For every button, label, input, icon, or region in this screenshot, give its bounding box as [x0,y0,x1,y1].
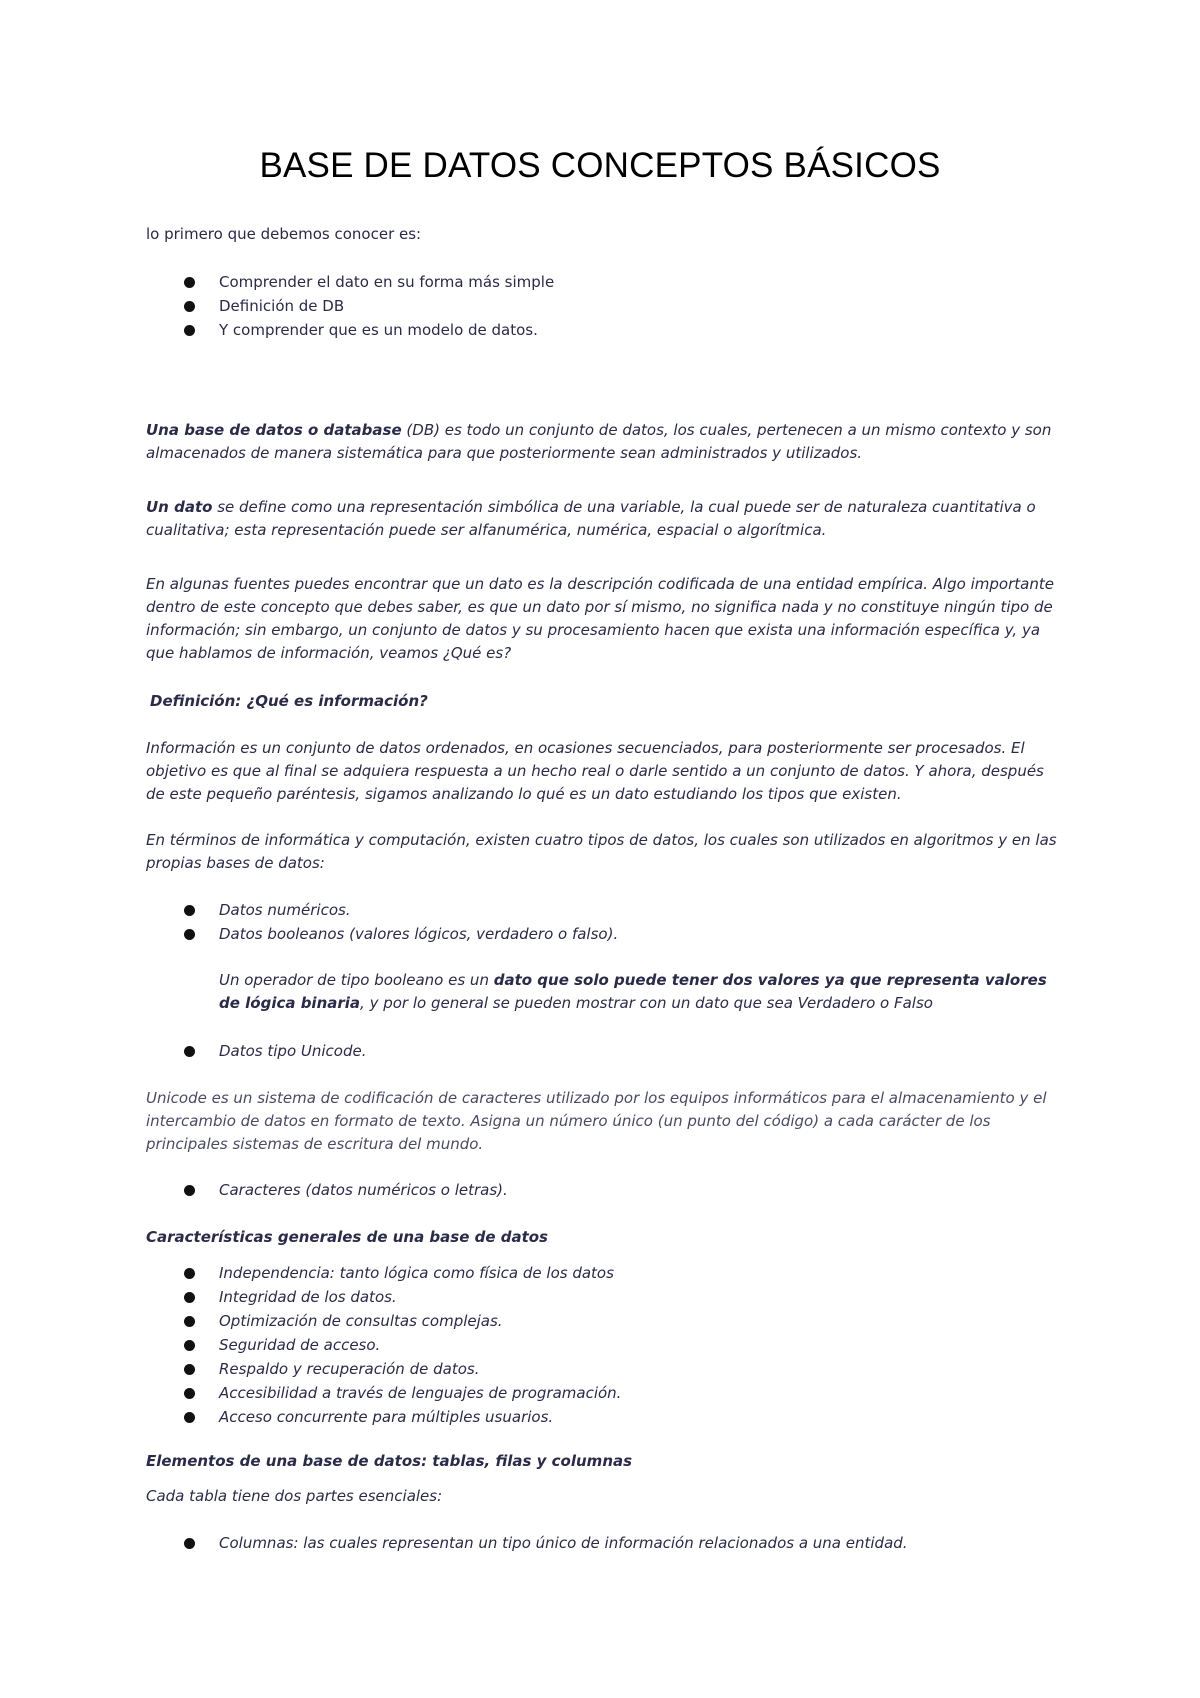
characters-list [0,1179,1200,1203]
bullet-icon [184,1388,195,1399]
intro-bullet-list [0,271,1200,343]
bullet-icon [184,1185,195,1196]
term-data: Un dato [146,498,213,516]
bullet-icon [184,1538,195,1549]
list-item: Caracteres (datos numéricos o letras). [0,1179,1200,1203]
list-item: Datos booleanos (valores lógicos, verdadero o falso). [0,923,1200,947]
boolean-note: Un operador de tipo booleano es un dato que solo puede tener dos valores ya que representa valores de lógica binaria, y por lo general se pueden mostrar con un dato que sea Verdadero o Falso [219,971,1047,1012]
paragraph-information: Información es un conjunto de datos ordenados, en ocasiones secuenciados, para posteriormente ser procesados. El objetivo es que al final se adquiera respuesta a un hecho real o darle sentido a un conjunto de datos. Y ahora, después de este pequeño paréntesis, sigamos analizando lo qué es un dato estudiando los tipos que existen. [146,739,1044,803]
document-title: BASE DE DATOS CONCEPTOS BÁSICOS [259,146,941,185]
term-database: Una base de datos o database [146,421,402,439]
list-item: Acceso concurrente para múltiples usuarios. [0,1406,1200,1430]
list-item: Datos numéricos. [0,899,1200,923]
list-item: Columnas: las cuales representan un tipo único de información relacionados a una entidad. [0,1532,1200,1556]
bullet-icon [184,1268,195,1279]
paragraph-data-definition: Un dato se define como una representación simbólica de una variable, la cual puede ser de naturaleza cuantitativa o cualitativa; esta representación puede ser alfanumérica, numérica, espacial o algorítmica. [146,498,1036,539]
elements-heading: Elementos de una base de datos: tablas, filas y columnas [146,1452,633,1470]
bullet-icon [184,929,195,940]
list-item: Datos tipo Unicode. [0,1040,1200,1064]
bullet-icon [184,277,195,288]
list-item: Y comprender que es un modelo de datos. [0,319,1200,343]
list-item: Seguridad de acceso. [0,1334,1200,1358]
list-item: Optimización de consultas complejas. [0,1310,1200,1334]
bullet-icon [184,1292,195,1303]
intro-text: lo primero que debemos conocer es: [146,225,422,243]
bullet-icon [184,1340,195,1351]
features-list [0,1262,1200,1430]
bullet-icon [184,325,195,336]
paragraph-data-types: En términos de informática y computación, existen cuatro tipos de datos, los cuales son utilizados en algoritmos y en las propias bases de datos: [146,831,1057,872]
bullet-icon [184,1364,195,1375]
list-item: Accesibilidad a través de lenguajes de programación. [0,1382,1200,1406]
list-item: Comprender el dato en su forma más simple [0,271,1200,295]
list-item: Definición de DB [0,295,1200,319]
bullet-icon [184,1412,195,1423]
bullet-icon [184,1316,195,1327]
data-types-list [0,899,1200,947]
elements-list [0,1532,1200,1556]
unicode-list [0,1040,1200,1064]
unicode-note: Unicode es un sistema de codificación de caracteres utilizado por los equipos informáticos para el almacenamiento y el intercambio de datos en formato de texto. Asigna un número único (un punto del código) a cada carácter de los principales sistemas de escritura del mundo. [146,1089,1047,1153]
paragraph-database-definition: Una base de datos o database (DB) es todo un conjunto de datos, los cuales, pertenecen a un mismo contexto y son almacenados de manera sistemática para que posteriormente sean administrados y utilizados. [146,421,1052,462]
bullet-icon [184,1046,195,1057]
elements-intro: Cada tabla tiene dos partes esenciales: [146,1487,443,1505]
bullet-icon [184,301,195,312]
list-item: Respaldo y recuperación de datos. [0,1358,1200,1382]
bullet-icon [184,905,195,916]
features-heading: Características generales de una base de datos [146,1228,548,1246]
list-item: Independencia: tanto lógica como física de los datos [0,1262,1200,1286]
paragraph-data-sources: En algunas fuentes puedes encontrar que un dato es la descripción codificada de una entidad empírica. Algo importante dentro de este concepto que debes saber, es que un dato por sí mismo, no significa nada y no constituye ningún tipo de información; sin embargo, un conjunto de datos y su procesamiento hacen que exista una información específica y, ya que hablamos de información, veamos ¿Qué es? [146,575,1054,662]
list-item: Integridad de los datos. [0,1286,1200,1310]
definition-heading: Definición: ¿Qué es información? [150,692,428,710]
